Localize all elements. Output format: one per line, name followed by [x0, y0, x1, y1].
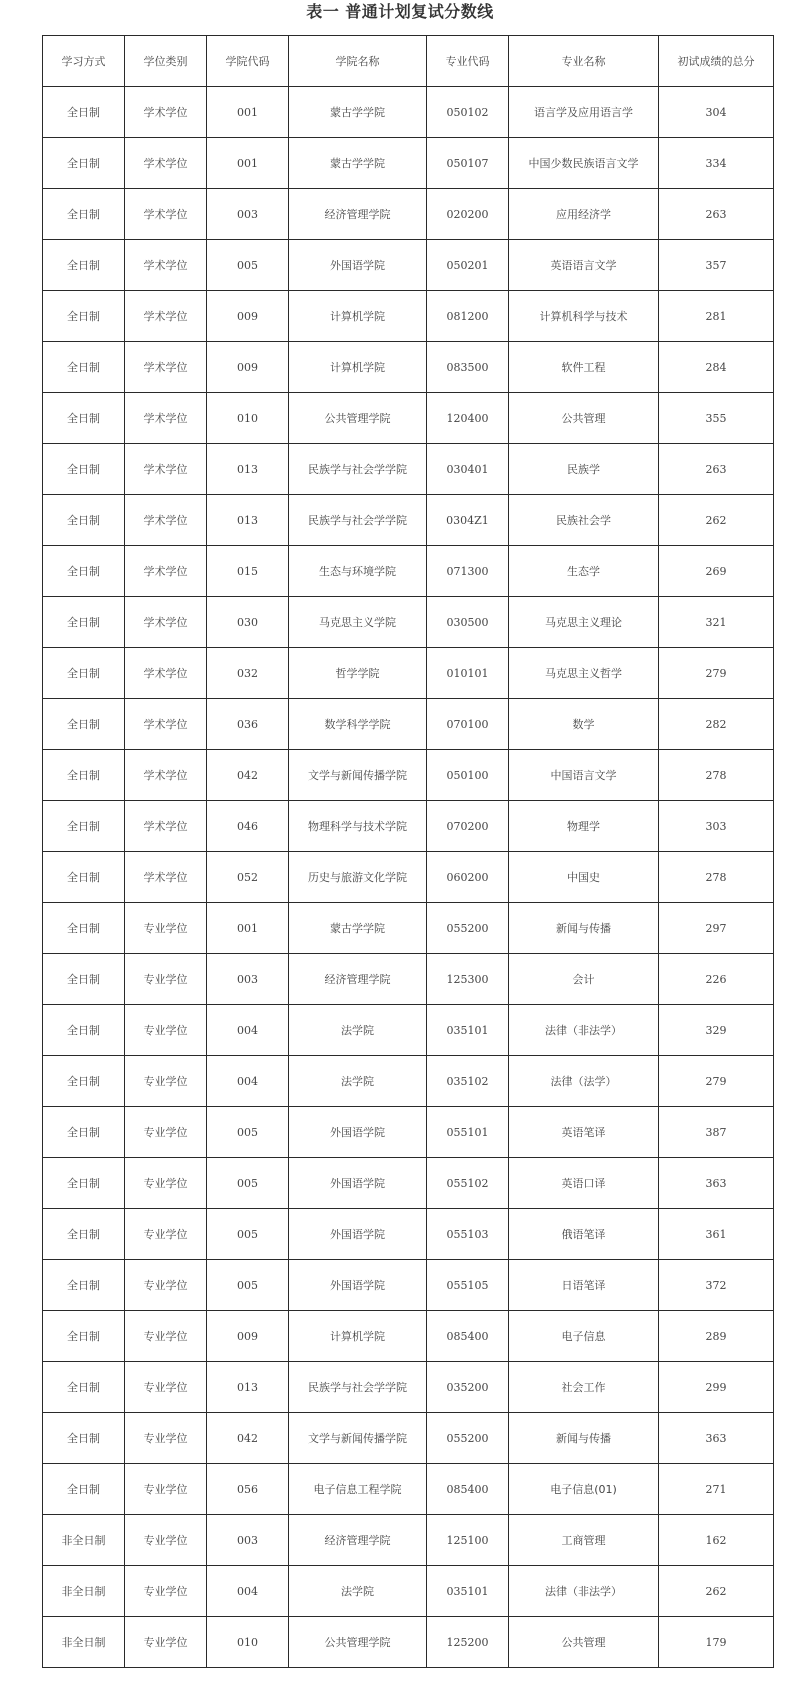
cell-major-code: 035102 — [427, 1056, 509, 1107]
cell-college-code: 003 — [207, 189, 289, 240]
cell-major-code: 050201 — [427, 240, 509, 291]
cell-total-score: 262 — [659, 1566, 774, 1617]
cell-total-score: 303 — [659, 801, 774, 852]
cell-major-name: 中国史 — [509, 852, 659, 903]
cell-major-code: 035101 — [427, 1566, 509, 1617]
cell-major-code: 055102 — [427, 1158, 509, 1209]
header-degree-type: 学位类别 — [125, 36, 207, 87]
cell-major-code: 030500 — [427, 597, 509, 648]
table-row — [43, 189, 774, 240]
cell-study-mode: 全日制 — [43, 903, 125, 954]
cell-degree-type: 学术学位 — [125, 852, 207, 903]
cell-college-code: 042 — [207, 1413, 289, 1464]
cell-degree-type: 专业学位 — [125, 1464, 207, 1515]
cell-college-name: 外国语学院 — [289, 240, 427, 291]
cell-total-score: 279 — [659, 1056, 774, 1107]
cell-college-code: 046 — [207, 801, 289, 852]
cell-major-name: 新闻与传播 — [509, 903, 659, 954]
cell-college-name: 民族学与社会学学院 — [289, 444, 427, 495]
table-row — [43, 699, 774, 750]
cell-degree-type: 专业学位 — [125, 1158, 207, 1209]
table-row — [43, 1362, 774, 1413]
cell-major-code: 010101 — [427, 648, 509, 699]
table-row — [43, 291, 774, 342]
cell-total-score: 355 — [659, 393, 774, 444]
cell-major-code: 085400 — [427, 1464, 509, 1515]
table-row — [43, 1617, 774, 1668]
cell-study-mode: 非全日制 — [43, 1566, 125, 1617]
cell-study-mode: 全日制 — [43, 189, 125, 240]
cell-study-mode: 全日制 — [43, 1413, 125, 1464]
cell-total-score: 363 — [659, 1413, 774, 1464]
cell-college-code: 004 — [207, 1566, 289, 1617]
cell-college-code: 005 — [207, 240, 289, 291]
table-row — [43, 1056, 774, 1107]
cell-degree-type: 专业学位 — [125, 1107, 207, 1158]
cell-degree-type: 专业学位 — [125, 1515, 207, 1566]
table-row — [43, 1005, 774, 1056]
score-table — [42, 35, 774, 1668]
cell-total-score: 329 — [659, 1005, 774, 1056]
cell-major-code: 055101 — [427, 1107, 509, 1158]
cell-college-name: 历史与旅游文化学院 — [289, 852, 427, 903]
table-row — [43, 444, 774, 495]
cell-college-code: 056 — [207, 1464, 289, 1515]
cell-degree-type: 专业学位 — [125, 1362, 207, 1413]
table-row — [43, 1311, 774, 1362]
cell-major-name: 社会工作 — [509, 1362, 659, 1413]
cell-major-name: 公共管理 — [509, 1617, 659, 1668]
cell-major-code: 081200 — [427, 291, 509, 342]
cell-degree-type: 学术学位 — [125, 291, 207, 342]
cell-college-name: 蒙古学学院 — [289, 87, 427, 138]
header-college-name: 学院名称 — [289, 36, 427, 87]
cell-college-name: 公共管理学院 — [289, 393, 427, 444]
cell-major-name: 英语口译 — [509, 1158, 659, 1209]
cell-study-mode: 非全日制 — [43, 1617, 125, 1668]
cell-study-mode: 全日制 — [43, 648, 125, 699]
cell-study-mode: 全日制 — [43, 138, 125, 189]
cell-major-name: 法律（非法学） — [509, 1566, 659, 1617]
table-row — [43, 138, 774, 189]
table-row — [43, 852, 774, 903]
cell-total-score: 334 — [659, 138, 774, 189]
cell-college-code: 001 — [207, 903, 289, 954]
cell-major-name: 电子信息 — [509, 1311, 659, 1362]
cell-major-name: 会计 — [509, 954, 659, 1005]
cell-total-score: 271 — [659, 1464, 774, 1515]
cell-major-code: 083500 — [427, 342, 509, 393]
cell-study-mode: 全日制 — [43, 1464, 125, 1515]
cell-major-code: 050102 — [427, 87, 509, 138]
cell-major-code: 125100 — [427, 1515, 509, 1566]
cell-major-name: 日语笔译 — [509, 1260, 659, 1311]
cell-degree-type: 学术学位 — [125, 444, 207, 495]
cell-degree-type: 学术学位 — [125, 495, 207, 546]
cell-college-code: 009 — [207, 1311, 289, 1362]
cell-degree-type: 专业学位 — [125, 903, 207, 954]
cell-major-name: 工商管理 — [509, 1515, 659, 1566]
cell-major-code: 055103 — [427, 1209, 509, 1260]
cell-college-name: 生态与环境学院 — [289, 546, 427, 597]
cell-college-code: 013 — [207, 444, 289, 495]
table-row — [43, 240, 774, 291]
table-row — [43, 750, 774, 801]
cell-total-score: 263 — [659, 189, 774, 240]
cell-major-code: 085400 — [427, 1311, 509, 1362]
table-row — [43, 1158, 774, 1209]
cell-major-name: 语言学及应用语言学 — [509, 87, 659, 138]
cell-degree-type: 专业学位 — [125, 1056, 207, 1107]
cell-college-name: 蒙古学学院 — [289, 138, 427, 189]
table-row — [43, 546, 774, 597]
cell-major-code: 020200 — [427, 189, 509, 240]
cell-major-code: 060200 — [427, 852, 509, 903]
cell-study-mode: 全日制 — [43, 87, 125, 138]
cell-total-score: 357 — [659, 240, 774, 291]
cell-major-code: 035200 — [427, 1362, 509, 1413]
cell-major-code: 125300 — [427, 954, 509, 1005]
cell-college-code: 003 — [207, 1515, 289, 1566]
cell-major-code: 055200 — [427, 1413, 509, 1464]
header-row — [43, 36, 774, 87]
cell-study-mode: 全日制 — [43, 699, 125, 750]
cell-college-code: 032 — [207, 648, 289, 699]
cell-total-score: 387 — [659, 1107, 774, 1158]
cell-major-code: 035101 — [427, 1005, 509, 1056]
cell-major-name: 物理学 — [509, 801, 659, 852]
cell-major-name: 公共管理 — [509, 393, 659, 444]
cell-college-name: 外国语学院 — [289, 1260, 427, 1311]
header-total-score: 初试成绩的总分 — [659, 36, 774, 87]
cell-college-name: 文学与新闻传播学院 — [289, 750, 427, 801]
cell-total-score: 361 — [659, 1209, 774, 1260]
cell-degree-type: 学术学位 — [125, 546, 207, 597]
cell-major-code: 0304Z1 — [427, 495, 509, 546]
cell-college-name: 物理科学与技术学院 — [289, 801, 427, 852]
cell-study-mode: 全日制 — [43, 546, 125, 597]
cell-college-code: 013 — [207, 495, 289, 546]
cell-degree-type: 专业学位 — [125, 1311, 207, 1362]
cell-degree-type: 学术学位 — [125, 648, 207, 699]
cell-college-name: 法学院 — [289, 1566, 427, 1617]
cell-study-mode: 全日制 — [43, 291, 125, 342]
cell-study-mode: 全日制 — [43, 1005, 125, 1056]
cell-college-code: 052 — [207, 852, 289, 903]
cell-college-code: 005 — [207, 1107, 289, 1158]
cell-study-mode: 全日制 — [43, 597, 125, 648]
table-row — [43, 648, 774, 699]
cell-degree-type: 专业学位 — [125, 1617, 207, 1668]
table-row — [43, 597, 774, 648]
cell-college-name: 外国语学院 — [289, 1107, 427, 1158]
cell-college-code: 009 — [207, 291, 289, 342]
header-college-code: 学院代码 — [207, 36, 289, 87]
cell-total-score: 278 — [659, 852, 774, 903]
cell-total-score: 179 — [659, 1617, 774, 1668]
header-study-mode: 学习方式 — [43, 36, 125, 87]
cell-major-name: 民族学 — [509, 444, 659, 495]
cell-study-mode: 全日制 — [43, 750, 125, 801]
cell-major-name: 民族社会学 — [509, 495, 659, 546]
cell-total-score: 263 — [659, 444, 774, 495]
cell-college-code: 036 — [207, 699, 289, 750]
cell-total-score: 363 — [659, 1158, 774, 1209]
cell-major-name: 马克思主义哲学 — [509, 648, 659, 699]
cell-college-code: 004 — [207, 1005, 289, 1056]
cell-degree-type: 学术学位 — [125, 342, 207, 393]
cell-study-mode: 全日制 — [43, 1158, 125, 1209]
cell-college-code: 005 — [207, 1260, 289, 1311]
cell-major-name: 中国少数民族语言文学 — [509, 138, 659, 189]
cell-total-score: 372 — [659, 1260, 774, 1311]
cell-study-mode: 全日制 — [43, 801, 125, 852]
cell-degree-type: 专业学位 — [125, 954, 207, 1005]
cell-college-name: 民族学与社会学学院 — [289, 1362, 427, 1413]
cell-study-mode: 全日制 — [43, 1362, 125, 1413]
cell-study-mode: 全日制 — [43, 852, 125, 903]
cell-college-code: 042 — [207, 750, 289, 801]
cell-study-mode: 全日制 — [43, 1209, 125, 1260]
cell-college-code: 001 — [207, 87, 289, 138]
cell-degree-type: 学术学位 — [125, 699, 207, 750]
table-row — [43, 495, 774, 546]
cell-college-name: 经济管理学院 — [289, 954, 427, 1005]
cell-college-code: 009 — [207, 342, 289, 393]
cell-study-mode: 非全日制 — [43, 1515, 125, 1566]
cell-major-name: 英语语言文学 — [509, 240, 659, 291]
cell-college-code: 001 — [207, 138, 289, 189]
cell-college-name: 法学院 — [289, 1056, 427, 1107]
cell-major-code: 071300 — [427, 546, 509, 597]
cell-major-name: 法律（非法学） — [509, 1005, 659, 1056]
table-title: 表一 普通计划复试分数线 — [306, 2, 494, 21]
cell-college-name: 计算机学院 — [289, 291, 427, 342]
cell-college-name: 蒙古学学院 — [289, 903, 427, 954]
cell-college-name: 电子信息工程学院 — [289, 1464, 427, 1515]
cell-degree-type: 学术学位 — [125, 240, 207, 291]
table-row — [43, 342, 774, 393]
cell-degree-type: 专业学位 — [125, 1209, 207, 1260]
cell-major-name: 法律（法学） — [509, 1056, 659, 1107]
cell-college-code: 005 — [207, 1158, 289, 1209]
table-row — [43, 903, 774, 954]
header-major-name: 专业名称 — [509, 36, 659, 87]
cell-total-score: 282 — [659, 699, 774, 750]
cell-college-name: 哲学学院 — [289, 648, 427, 699]
cell-major-name: 数学 — [509, 699, 659, 750]
cell-college-code: 030 — [207, 597, 289, 648]
cell-college-name: 法学院 — [289, 1005, 427, 1056]
cell-college-code: 010 — [207, 393, 289, 444]
table-row — [43, 1566, 774, 1617]
cell-total-score: 279 — [659, 648, 774, 699]
cell-degree-type: 学术学位 — [125, 750, 207, 801]
table-row — [43, 1107, 774, 1158]
table-row — [43, 1464, 774, 1515]
cell-total-score: 278 — [659, 750, 774, 801]
cell-college-name: 数学科学学院 — [289, 699, 427, 750]
cell-college-name: 经济管理学院 — [289, 1515, 427, 1566]
cell-major-name: 软件工程 — [509, 342, 659, 393]
cell-total-score: 284 — [659, 342, 774, 393]
cell-total-score: 262 — [659, 495, 774, 546]
cell-study-mode: 全日制 — [43, 1311, 125, 1362]
cell-college-name: 计算机学院 — [289, 1311, 427, 1362]
table-row — [43, 954, 774, 1005]
table-row — [43, 1209, 774, 1260]
cell-total-score: 299 — [659, 1362, 774, 1413]
cell-college-name: 马克思主义学院 — [289, 597, 427, 648]
cell-college-code: 015 — [207, 546, 289, 597]
cell-degree-type: 专业学位 — [125, 1260, 207, 1311]
cell-college-name: 外国语学院 — [289, 1209, 427, 1260]
cell-total-score: 226 — [659, 954, 774, 1005]
cell-college-code: 004 — [207, 1056, 289, 1107]
cell-total-score: 289 — [659, 1311, 774, 1362]
cell-major-name: 马克思主义理论 — [509, 597, 659, 648]
cell-total-score: 297 — [659, 903, 774, 954]
cell-college-name: 外国语学院 — [289, 1158, 427, 1209]
cell-college-name: 计算机学院 — [289, 342, 427, 393]
cell-major-name: 英语笔译 — [509, 1107, 659, 1158]
cell-major-code: 125200 — [427, 1617, 509, 1668]
cell-college-name: 公共管理学院 — [289, 1617, 427, 1668]
table-row — [43, 1260, 774, 1311]
cell-total-score: 304 — [659, 87, 774, 138]
cell-total-score: 281 — [659, 291, 774, 342]
cell-major-name: 应用经济学 — [509, 189, 659, 240]
cell-degree-type: 学术学位 — [125, 87, 207, 138]
table-row — [43, 393, 774, 444]
cell-degree-type: 学术学位 — [125, 393, 207, 444]
cell-degree-type: 专业学位 — [125, 1005, 207, 1056]
cell-major-code: 050107 — [427, 138, 509, 189]
table-row — [43, 87, 774, 138]
cell-major-name: 新闻与传播 — [509, 1413, 659, 1464]
cell-major-code: 055105 — [427, 1260, 509, 1311]
cell-study-mode: 全日制 — [43, 393, 125, 444]
cell-college-code: 010 — [207, 1617, 289, 1668]
cell-study-mode: 全日制 — [43, 444, 125, 495]
cell-total-score: 321 — [659, 597, 774, 648]
cell-major-name: 计算机科学与技术 — [509, 291, 659, 342]
cell-college-name: 文学与新闻传播学院 — [289, 1413, 427, 1464]
cell-major-code: 070100 — [427, 699, 509, 750]
cell-major-code: 070200 — [427, 801, 509, 852]
cell-major-name: 中国语言文学 — [509, 750, 659, 801]
cell-total-score: 269 — [659, 546, 774, 597]
cell-major-code: 050100 — [427, 750, 509, 801]
cell-major-name: 俄语笔译 — [509, 1209, 659, 1260]
cell-degree-type: 学术学位 — [125, 597, 207, 648]
cell-college-code: 005 — [207, 1209, 289, 1260]
cell-study-mode: 全日制 — [43, 495, 125, 546]
cell-college-name: 民族学与社会学学院 — [289, 495, 427, 546]
cell-college-code: 003 — [207, 954, 289, 1005]
table-row — [43, 1413, 774, 1464]
cell-study-mode: 全日制 — [43, 240, 125, 291]
cell-study-mode: 全日制 — [43, 1107, 125, 1158]
cell-degree-type: 学术学位 — [125, 801, 207, 852]
cell-major-code: 030401 — [427, 444, 509, 495]
cell-major-code: 055200 — [427, 903, 509, 954]
cell-total-score: 162 — [659, 1515, 774, 1566]
cell-degree-type: 专业学位 — [125, 1566, 207, 1617]
header-major-code: 专业代码 — [427, 36, 509, 87]
cell-major-code: 120400 — [427, 393, 509, 444]
cell-college-name: 经济管理学院 — [289, 189, 427, 240]
cell-major-name: 生态学 — [509, 546, 659, 597]
cell-study-mode: 全日制 — [43, 1260, 125, 1311]
table-body — [43, 87, 774, 1668]
cell-study-mode: 全日制 — [43, 342, 125, 393]
table-row — [43, 1515, 774, 1566]
cell-degree-type: 学术学位 — [125, 189, 207, 240]
cell-study-mode: 全日制 — [43, 954, 125, 1005]
cell-degree-type: 专业学位 — [125, 1413, 207, 1464]
cell-study-mode: 全日制 — [43, 1056, 125, 1107]
cell-major-name: 电子信息(01) — [509, 1464, 659, 1515]
cell-degree-type: 学术学位 — [125, 138, 207, 189]
table-row — [43, 801, 774, 852]
cell-college-code: 013 — [207, 1362, 289, 1413]
